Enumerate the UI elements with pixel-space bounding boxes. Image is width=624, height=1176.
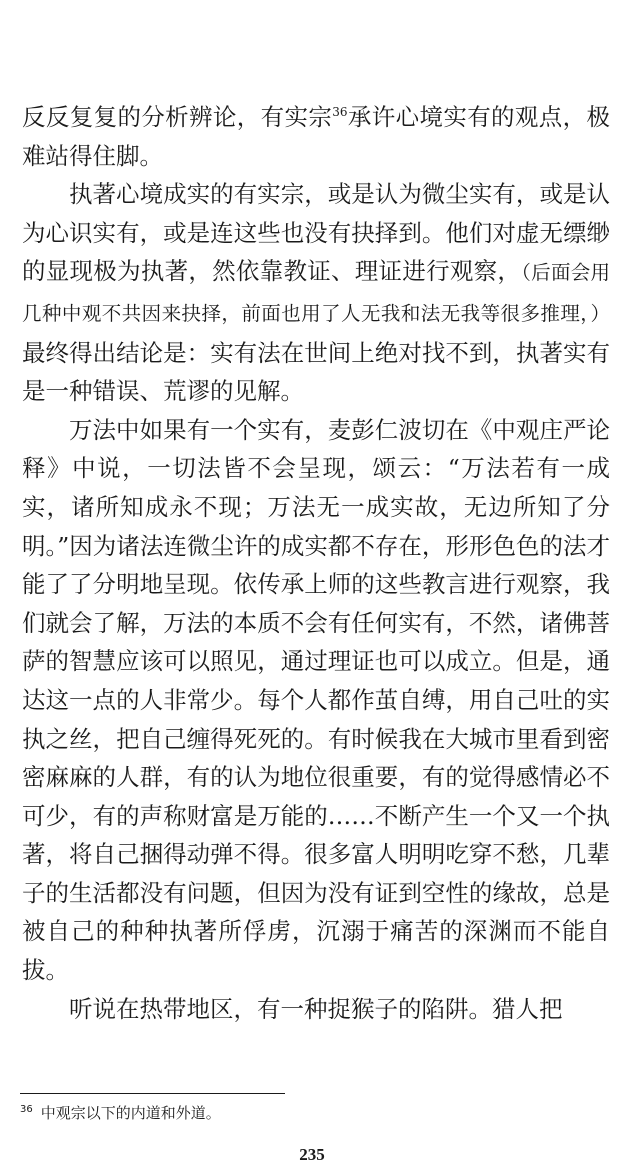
body-text xyxy=(22,98,610,1028)
paragraph-3: 万法中如果有一个实有，麦彭仁波切在《中观庄严论释》中说，一切法皆不会呈现，颂云：“万法若有一成实，诸所知成永不现；万法无一成实故，无边所知了分明。”因为诸法连微尘许的成实都不存在，形形色色的法才能了了分明地呈现。依传承上师的这些教言进行观察，我们就会了解，万法的本质不会有任何实有，不然，诸佛菩萨的智慧应该可以照见，通过理证也可以成立。但是，通达这一点的人非常少。每个人都作茧自缚，用自己吐的实执之丝，把自己缠得死死的。有时候我在大城市里看到密密麻麻的人群，有的认为地位很重要，有的觉得感情必不可少，有的声称财富是万能的……不断产生一个又一个执著，将自己捆得动弹不得。很多富人明明吃穿不愁，几辈子的生活都没有问题，但因为没有证到空性的缘故，总是被自己的种种执著所俘虏，沉溺于痛苦的深渊而不能自拔。 xyxy=(22,415,610,985)
footnote-divider xyxy=(20,1093,285,1094)
paragraph-2-parenthetical: （后面会用几种中观不共因来抉择，前面也用了人无我和法无我等很多推理，） xyxy=(22,261,610,325)
paragraph-4: 听说在热带地区，有一种捉猴子的陷阱。猎人把 xyxy=(69,994,563,1023)
paragraph-2-text-b: 最终得出结论是：实有法在世间上绝对找不到，执著实有是一种错误、荒谬的见解。 xyxy=(22,338,610,406)
footnote-text: 中观宗以下的内道和外道。 xyxy=(40,1104,221,1122)
footnote-mark: 36 xyxy=(20,1104,33,1115)
footnote xyxy=(20,1103,221,1123)
page-number: 235 xyxy=(299,1145,325,1164)
paragraph-1-text-b: 承许心境实有的观点，极难站得住脚。 xyxy=(22,103,611,170)
paragraph-2-text-a: 执著心境成实的有实宗，或是认为微尘实有，或是认为心识实有，或是连这些也没有抉择到。他们对虚无缥缈的显现极为执著，然依靠教证、理证进行观察， xyxy=(22,180,610,286)
footnote-reference: 36 xyxy=(332,105,348,120)
paragraph-1 xyxy=(22,98,610,175)
paragraph-2 xyxy=(22,175,610,411)
paragraph-1-text-a: 反反复复的分析辨论，有实宗 xyxy=(22,103,333,131)
